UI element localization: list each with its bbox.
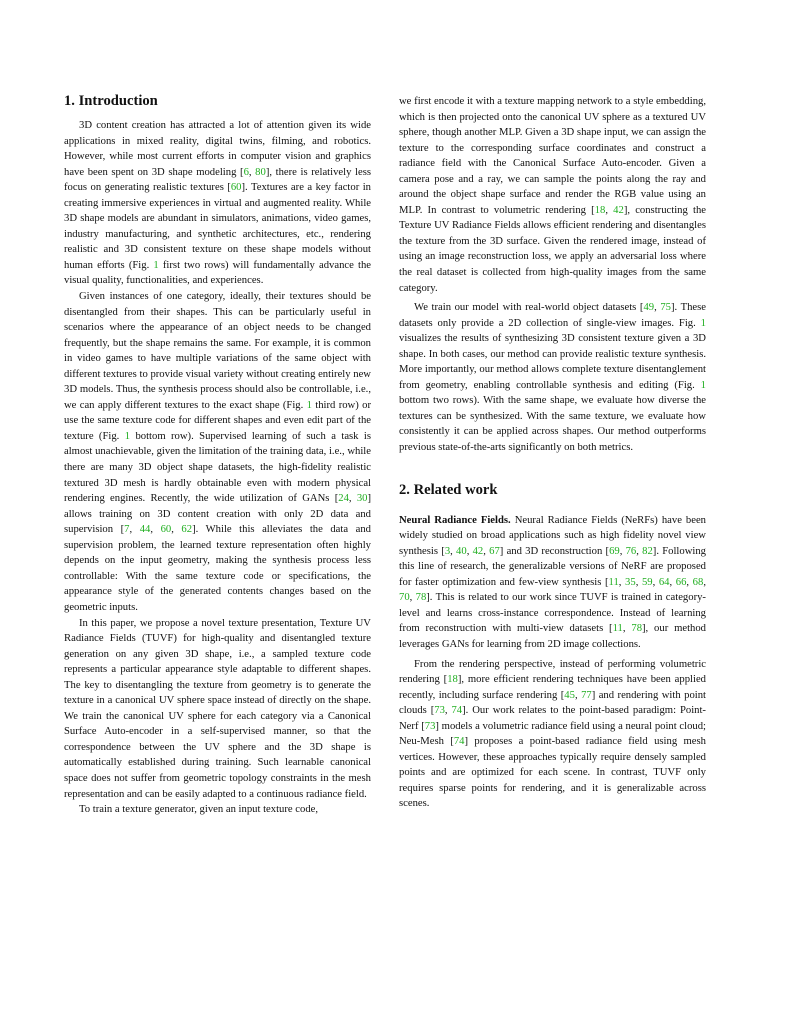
citation-ref[interactable]: 73: [424, 720, 436, 732]
citation-ref[interactable]: 42: [472, 545, 484, 557]
citation-ref[interactable]: 62: [181, 524, 193, 536]
citation-ref[interactable]: 30: [356, 493, 368, 505]
citation-ref[interactable]: 64: [658, 576, 670, 588]
citation-ref[interactable]: 70: [399, 592, 410, 604]
citation-ref[interactable]: 78: [631, 623, 643, 635]
citation-ref[interactable]: 68: [692, 576, 704, 588]
citation-ref[interactable]: 75: [660, 302, 671, 314]
citation-ref[interactable]: 59: [641, 576, 653, 588]
citation-ref[interactable]: 73: [434, 705, 445, 717]
citation-ref[interactable]: 80: [255, 166, 266, 178]
right-column: [399, 94, 706, 812]
citation-ref[interactable]: 74: [451, 705, 463, 717]
related-paragraph-1: [399, 513, 706, 653]
intro-paragraph-6: We train our model with real-world object datasets [49, 75]. These datasets only provide a 2D collection of single-view images. Fig. 1 visualizes the results of synthesizing 3D consistent texture given a 3D shape. In both cases, our method can provide realistic texture synthesis. More importantly, our method allows complete texture disentanglement from geometry, enabling controllable synthesis and editing (Fig. 1 bottom two rows). With the same shape, we evaluate how diverse the textures can be synthesized. With the same texture, we evaluate how consistently it can be applied across shapes. Our method outperforms previous state-of-the-arts significantly on both metrics.: [399, 302, 706, 454]
citation-ref[interactable]: 74: [453, 736, 465, 748]
citation-ref[interactable]: 78: [415, 592, 427, 604]
related-paragraph-2: From the rendering perspective, instead of performing volumetric rendering [18], more efficient rendering techniques have been applied recently, including surface rendering [45, 77] and rendering with point clouds [73, 74]. Our work relates to the point-based paradigm: Point-Nerf [73] models a volumetric radiance field using a neural point cloud; Neu-Mesh [74] proposes a point-based radiance field using mesh vertices. However, these approaches typically require densely sampled points and are optimized for each scene. In contrast, TUVF only requires sparse points for rendering, and it is generalizable across scenes.: [399, 658, 707, 810]
citation-ref[interactable]: 66: [675, 576, 687, 588]
intro-paragraph-3: In this paper, we propose a novel texture presentation, Texture UV Radiance Fields (TUVF) for high-quality and disentangled texture generation on any given 3D shape, i.e., a sampled texture code represents a particular appearance style adaptable to different shapes. The key to disentangling the texture from geometry is to generate the texture in a canonical UV sphere space instead of directly on the shape. We train the canonical UV sphere for each category via a Canonical Surface Auto-encoder in a self-supervised manner, so that the correspondence between the UV sphere and the 3D shape is automatically established during training. Such learnable canonical space does not suffer from geometric topology constraints in the mesh representation and can be easily adapted to a continuous radiance field.: [64, 617, 371, 800]
figure-ref[interactable]: 1: [153, 259, 159, 271]
citation-ref[interactable]: 76: [625, 545, 637, 557]
citation-ref[interactable]: 24: [338, 493, 349, 505]
citation-ref[interactable]: 67: [489, 545, 500, 557]
citation-ref[interactable]: 3: [444, 545, 451, 557]
citation-ref[interactable]: 40: [456, 545, 467, 557]
citation-ref[interactable]: 42: [613, 204, 624, 216]
figure-ref[interactable]: 1: [306, 399, 312, 411]
section-heading-introduction: 1. Introduction: [64, 93, 158, 109]
intro-paragraph-5: we first encode it with a texture mapping network to a style embedding, which is then projected onto the canonical UV sphere as a textured UV sphere, though another MLP. Given a 3D shape input, we can assign the texture to the corresponding surface coordinates and construct a radiance field with the Canonical Surface Auto-encoder. Given a camera pose and a ray, we can sample the points along the ray and around the object shape surface and render the RGB value using an MLP. In contrast to volumetric rendering [18, 42], constructing the Texture UV Radiance Fields allows efficient rendering and disentangles the texture from the 3D surface. Given the rendered image, instead of using an image reconstruction loss, we apply an adversarial loss where the real dataset is collected from high-quality images from the same category.: [399, 96, 706, 294]
citation-ref[interactable]: 7: [124, 524, 130, 536]
intro-paragraph-2: Given instances of one category, ideally, their textures should be disentangled from their shapes. This can be particularly useful in scenarios where the appearance of an object needs to be changed frequently, but the shape remains the same. For example, it is common in video games to have multiple variations of the same object with different textures to provide visual variety without creating entirely new 3D models. Thus, the synthesis process should also be controllable, i.e., we can apply different textures to the exact shape (Fig. 1 third row) or use the same texture code for different shapes and even edit part of the texture (Fig. 1 bottom row). Supervised learning of such a task is almost unachievable, given the limitation of the training data, i.e., while there are many 3D object shape datasets, the high-fidelity realistic textured 3D mesh is hardly obtainable even with modern physical rendering engines. Recently, the wide utilization of GANs [24, 30] allows training on 3D content creation with only 2D data and supervision [7, 44, 60, 62]. While this alleviates the data and supervision problem, the learned texture representation often highly depends on the input geometry, making the synthesis process less controllable: With the same texture code or specifications, the appearance style of the generated contents changes based on the geometric inputs.: [64, 291, 371, 613]
citation-ref[interactable]: 60: [160, 524, 172, 536]
citation-ref[interactable]: 11: [608, 576, 619, 588]
citation-ref[interactable]: 82: [642, 545, 653, 557]
citation-ref[interactable]: 49: [643, 302, 655, 314]
citation-ref[interactable]: 77: [581, 689, 592, 701]
section-heading-related-work: 2. Related work: [399, 481, 498, 498]
citation-ref[interactable]: 6: [243, 166, 249, 178]
intro-paragraph-4: To train a texture generator, given an input texture code,: [79, 804, 319, 816]
paragraph-title: Neural Radiance Fields.: [399, 514, 511, 526]
citation-ref[interactable]: 18: [594, 204, 606, 216]
citation-ref[interactable]: 45: [564, 689, 575, 701]
citation-ref[interactable]: 11: [612, 623, 623, 635]
citation-ref[interactable]: 44: [139, 524, 151, 536]
figure-ref[interactable]: 1: [700, 317, 706, 329]
left-column: [64, 92, 371, 818]
citation-ref[interactable]: 69: [609, 545, 620, 557]
citation-ref[interactable]: 60: [230, 182, 242, 194]
figure-ref[interactable]: 1: [700, 379, 706, 391]
figure-ref[interactable]: 1: [124, 430, 131, 442]
intro-paragraph-1: 3D content creation has attracted a lot of attention given its wide applications in mixed reality, digital twins, filming, and robotics. However, while most current efforts in computer vision and graphics have been spent on 3D shape modeling [6, 80], there is relatively less focus on generating realistic textures [60]. Textures are a key factor in creating immersive experiences in virtual and augmented reality. While 3D shape models are abundant in simulators, animations, video games, industry manufacturing, and synthetic architectures, etc., rendering realistic and 3D consistent texture on these shape models without human efforts (Fig. 1 first two rows) will fundamentally advance the visual quality, functionalities, and experiences.: [64, 120, 371, 287]
related-paragraph-1-body: Neural Radiance Fields (NeRFs) have been widely studied on broad applications such as high fidelity novel view synthesis [3, 40, 42, 67] and 3D reconstruction [69, 76, 82]. Following this line of research, the generalizable versions of NeRF are proposed for faster optimization and few-view synthesis [11, 35, 59, 64, 66, 68, 70, 78]. This is related to our work since TUVF is trained in category-level and learns cross-instance correspondence. Instead of learning from reconstruction with multi-view datasets [11, 78], our method leverages GANs for learning from 2D image collections.: [399, 514, 707, 650]
citation-ref[interactable]: 18: [447, 674, 458, 686]
citation-ref[interactable]: 35: [625, 576, 636, 588]
